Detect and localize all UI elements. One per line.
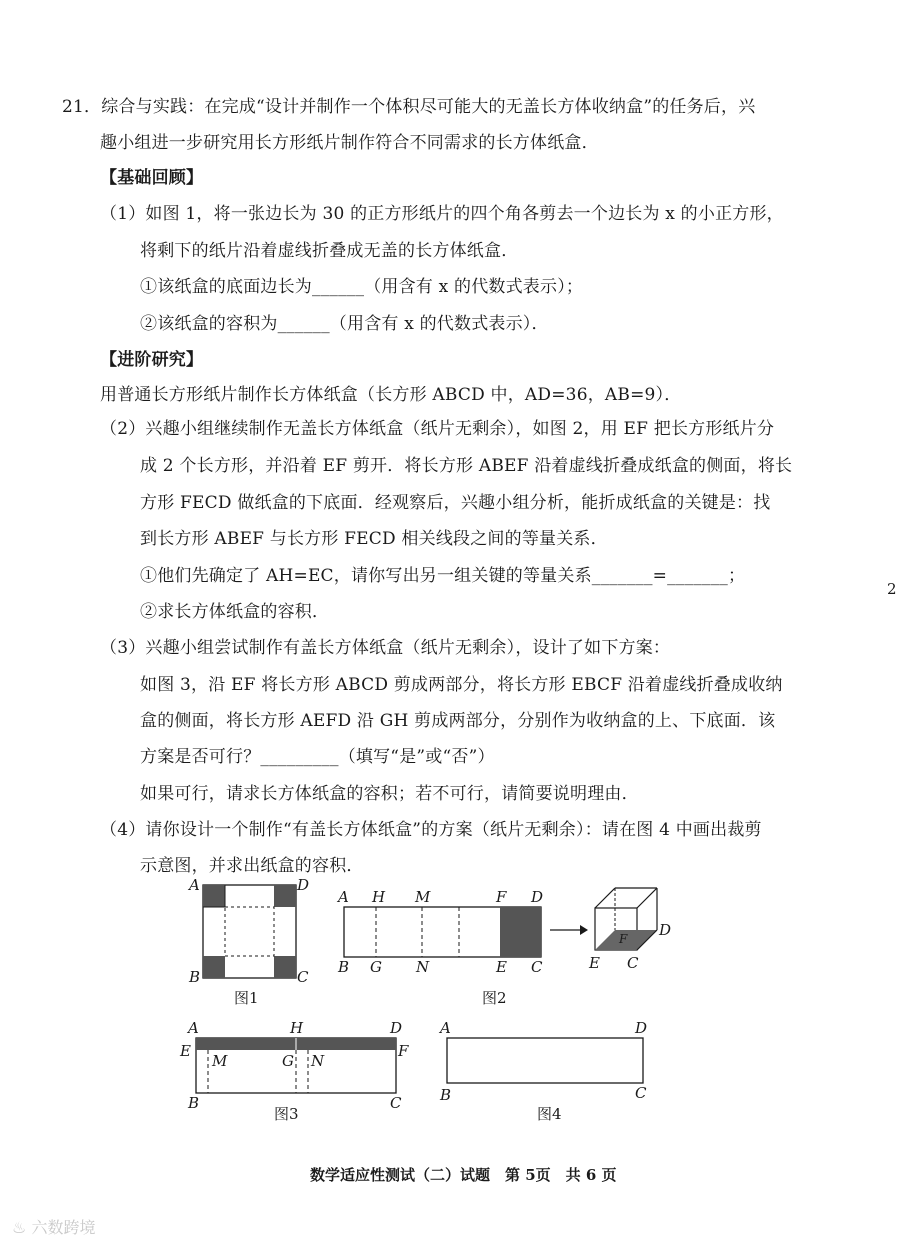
fig2-label-b: B [338, 958, 350, 976]
question-line-5: ①该纸盒的底面边长为______（用含有 x 的代数式表示）； [140, 277, 584, 297]
fig2-label-g: G [370, 958, 382, 976]
question-line-14: （3）兴趣小组尝试制作有盖长方体纸盒（纸片无剩余），设计了如下方案： [100, 638, 671, 658]
fig3-label-c: C [390, 1094, 402, 1112]
figure-4 [432, 1020, 657, 1110]
watermark-text: 六数跨境 [31, 1218, 96, 1237]
side-page-number: 2 [887, 580, 897, 598]
fig2-label-f: F [496, 888, 507, 906]
fig3-label-n: N [311, 1052, 325, 1070]
watermark [12, 1215, 95, 1238]
arrow-icon [548, 922, 588, 938]
fig1-label-b: B [189, 968, 201, 986]
question-line-3: （1）如图 1，将一张边长为 30 的正方形纸片的四个角各剪去一个边长为 x 的小正方形， [100, 204, 784, 224]
question-line-7: 用普通长方形纸片制作长方体纸盒（长方形 ABCD 中，AD=36，AB=9）． [100, 385, 682, 405]
figure-2-box [585, 878, 675, 976]
question-line-20: 示意图，并求出纸盒的容积． [140, 856, 364, 876]
fig3-label-b: B [188, 1094, 200, 1112]
watermark-logo-icon: ♨ [12, 1218, 27, 1237]
fig1-label-d: D [297, 876, 310, 894]
figure-3-caption: 图3 [274, 1105, 299, 1123]
fig3-label-d: D [390, 1019, 403, 1037]
question-line-8: （2）兴趣小组继续制作无盖长方体纸盒（纸片无剩余），如图 2，用 EF 把长方形纸片分 [100, 419, 775, 439]
section-heading-advanced: 【进阶研究】 [100, 350, 204, 370]
question-line-4: 将剩下的纸片沿着虚线折叠成无盖的长方体纸盒． [140, 241, 519, 261]
fig2-label-n: N [416, 958, 430, 976]
fig3-label-h: H [290, 1019, 304, 1037]
figure-3 [178, 1020, 418, 1110]
fig4-label-a: A [440, 1019, 451, 1037]
question-line-1: 21．综合与实践：在完成“设计并制作一个体积尽可能大的无盖长方体收纳盒”的任务后，兴 [62, 97, 756, 117]
figure-1 [185, 875, 310, 990]
fig3-label-m: M [212, 1052, 228, 1070]
fig2-label-a: A [338, 888, 349, 906]
fig4-label-b: B [440, 1086, 452, 1104]
section-heading-basic: 【基础回顾】 [100, 168, 204, 188]
figure-1-caption: 图1 [234, 989, 259, 1007]
fig4-label-d: D [635, 1019, 648, 1037]
question-line-19: （4）请你设计一个制作“有盖长方体纸盒”的方案（纸片无剩余）：请在图 4 中画出裁剪 [100, 820, 762, 840]
question-line-16: 盒的侧面，将长方形 AEFD 沿 GH 剪成两部分，分别作为收纳盒的上、下底面．该 [140, 711, 776, 731]
fig2-label-m: M [415, 888, 431, 906]
fig3-label-e: E [180, 1042, 191, 1060]
question-line-6: ②该纸盒的容积为______（用含有 x 的代数式表示）． [140, 314, 549, 334]
fig2-label-d: D [531, 888, 544, 906]
question-line-9: 成 2 个长方形，并沿着 EF 剪开．将长方形 ABEF 沿着虚线折叠成纸盒的侧面，将长 [140, 456, 793, 476]
figure-2-caption: 图2 [482, 989, 507, 1007]
question-line-11: 到长方形 ABEF 与长方形 FECD 相关线段之间的等量关系． [140, 529, 608, 549]
fig1-label-a: A [189, 876, 200, 894]
question-line-13: ②求长方体纸盒的容积． [140, 602, 330, 622]
question-line-17: 方案是否可行？_________（填写“是”或“否”） [140, 747, 495, 767]
box-label-e: E [589, 954, 600, 972]
fig4-label-c: C [635, 1084, 647, 1102]
figure-4-caption: 图4 [537, 1105, 562, 1123]
fig2-label-e: E [496, 958, 507, 976]
fig1-label-c: C [297, 968, 309, 986]
fig2-label-h: H [372, 888, 386, 906]
question-line-12: ①他们先确定了 AH=EC，请你写出另一组关键的等量关系_______=_______； [140, 566, 746, 586]
question-line-18: 如果可行，请求长方体纸盒的容积；若不可行，请简要说明理由． [140, 784, 639, 804]
question-line-15: 如图 3，沿 EF 将长方形 ABCD 剪成两部分，将长方形 EBCF 沿着虚线折叠成收纳 [140, 675, 783, 695]
box-label-f: F [619, 932, 628, 946]
question-line-2: 趣小组进一步研究用长方形纸片制作符合不同需求的长方体纸盒． [100, 133, 599, 153]
fig3-label-f: F [398, 1042, 409, 1060]
page-footer: 数学适应性测试（二）试题 第 5页 共 6 页 [310, 1166, 617, 1184]
box-label-d: D [659, 921, 672, 939]
fig2-label-c: C [531, 958, 543, 976]
fig3-label-a: A [188, 1019, 199, 1037]
box-label-c: C [627, 954, 639, 972]
question-line-10: 方形 FECD 做纸盒的下底面．经观察后，兴趣小组分析，能折成纸盒的关键是：找 [140, 493, 771, 513]
figure-2 [330, 885, 550, 980]
fig3-label-g: G [282, 1052, 294, 1070]
